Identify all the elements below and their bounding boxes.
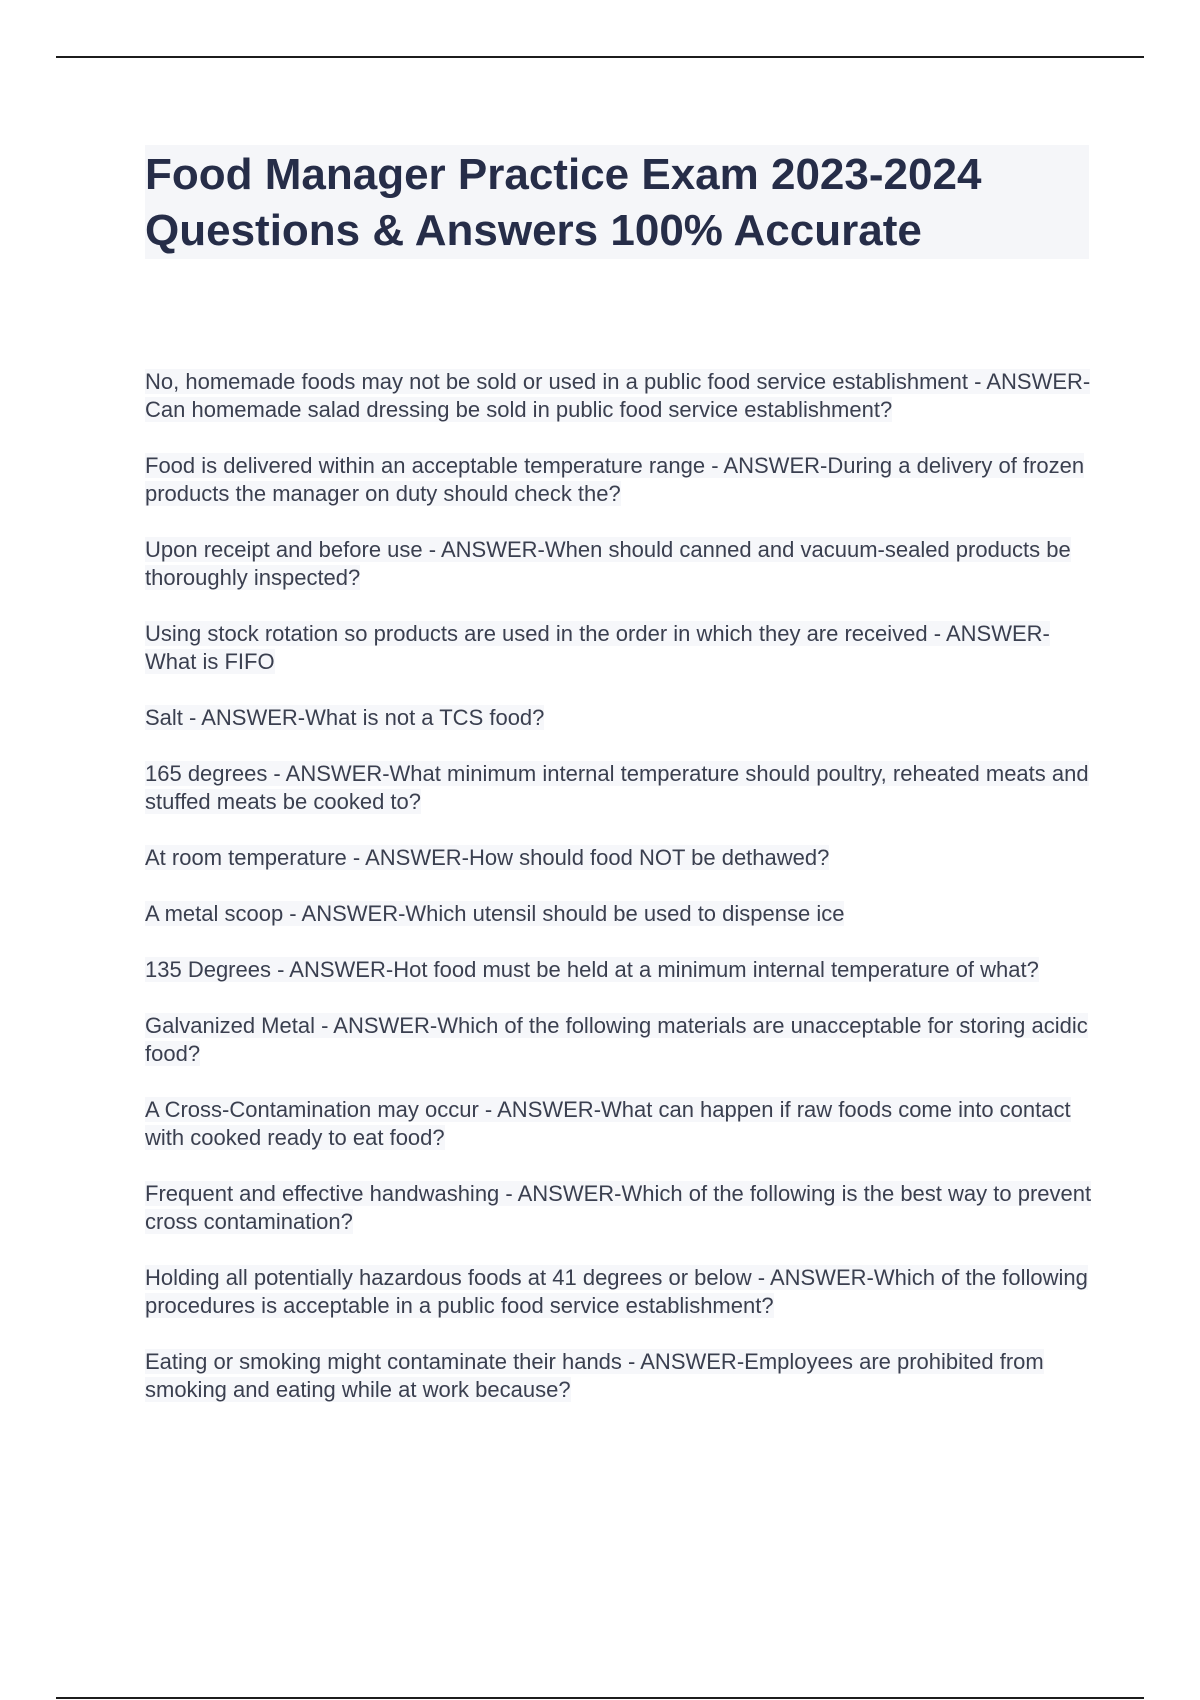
qa-item: Salt - ANSWER-What is not a TCS food?: [145, 705, 545, 730]
qa-item: Holding all potentially hazardous foods at 41 degrees or below - ANSWER-Which of the following procedures is acceptable in a public food service establishment?: [145, 1265, 1088, 1318]
title-line-2: Questions & Answers 100% Accurate: [145, 206, 922, 255]
qa-item: Frequent and effective handwashing - ANSWER-Which of the following is the best way to prevent cross contamination?: [145, 1181, 1092, 1234]
bottom-rule: [56, 1697, 1144, 1699]
qa-list: [145, 368, 1095, 1432]
qa-item: Upon receipt and before use - ANSWER-When should canned and vacuum-sealed products be thoroughly inspected?: [145, 537, 1071, 590]
qa-item: No, homemade foods may not be sold or used in a public food service establishment - ANSWER-Can homemade salad dressing be sold in public food service establishment?: [145, 369, 1091, 422]
qa-item: At room temperature - ANSWER-How should food NOT be dethawed?: [145, 845, 830, 870]
qa-item: Using stock rotation so products are used in the order in which they are received - ANSWER-What is FIFO: [145, 621, 1050, 674]
title-block: [145, 145, 1089, 259]
title-line-1: Food Manager Practice Exam 2023-2024: [145, 150, 982, 199]
qa-item: Galvanized Metal - ANSWER-Which of the following materials are unacceptable for storing acidic food?: [145, 1013, 1088, 1066]
qa-item: 135 Degrees - ANSWER-Hot food must be held at a minimum internal temperature of what?: [145, 957, 1039, 982]
qa-item: Food is delivered within an acceptable temperature range - ANSWER-During a delivery of frozen products the manager on duty should check the?: [145, 453, 1085, 506]
qa-item: 165 degrees - ANSWER-What minimum internal temperature should poultry, reheated meats and stuffed meats be cooked to?: [145, 761, 1089, 814]
top-rule: [56, 56, 1144, 58]
qa-item: A metal scoop - ANSWER-Which utensil should be used to dispense ice: [145, 901, 845, 926]
qa-item: A Cross-Contamination may occur - ANSWER-What can happen if raw foods come into contact with cooked ready to eat food?: [145, 1097, 1071, 1150]
qa-item: Eating or smoking might contaminate their hands - ANSWER-Employees are prohibited from smoking and eating while at work because?: [145, 1349, 1044, 1402]
document-title: [145, 145, 1089, 259]
